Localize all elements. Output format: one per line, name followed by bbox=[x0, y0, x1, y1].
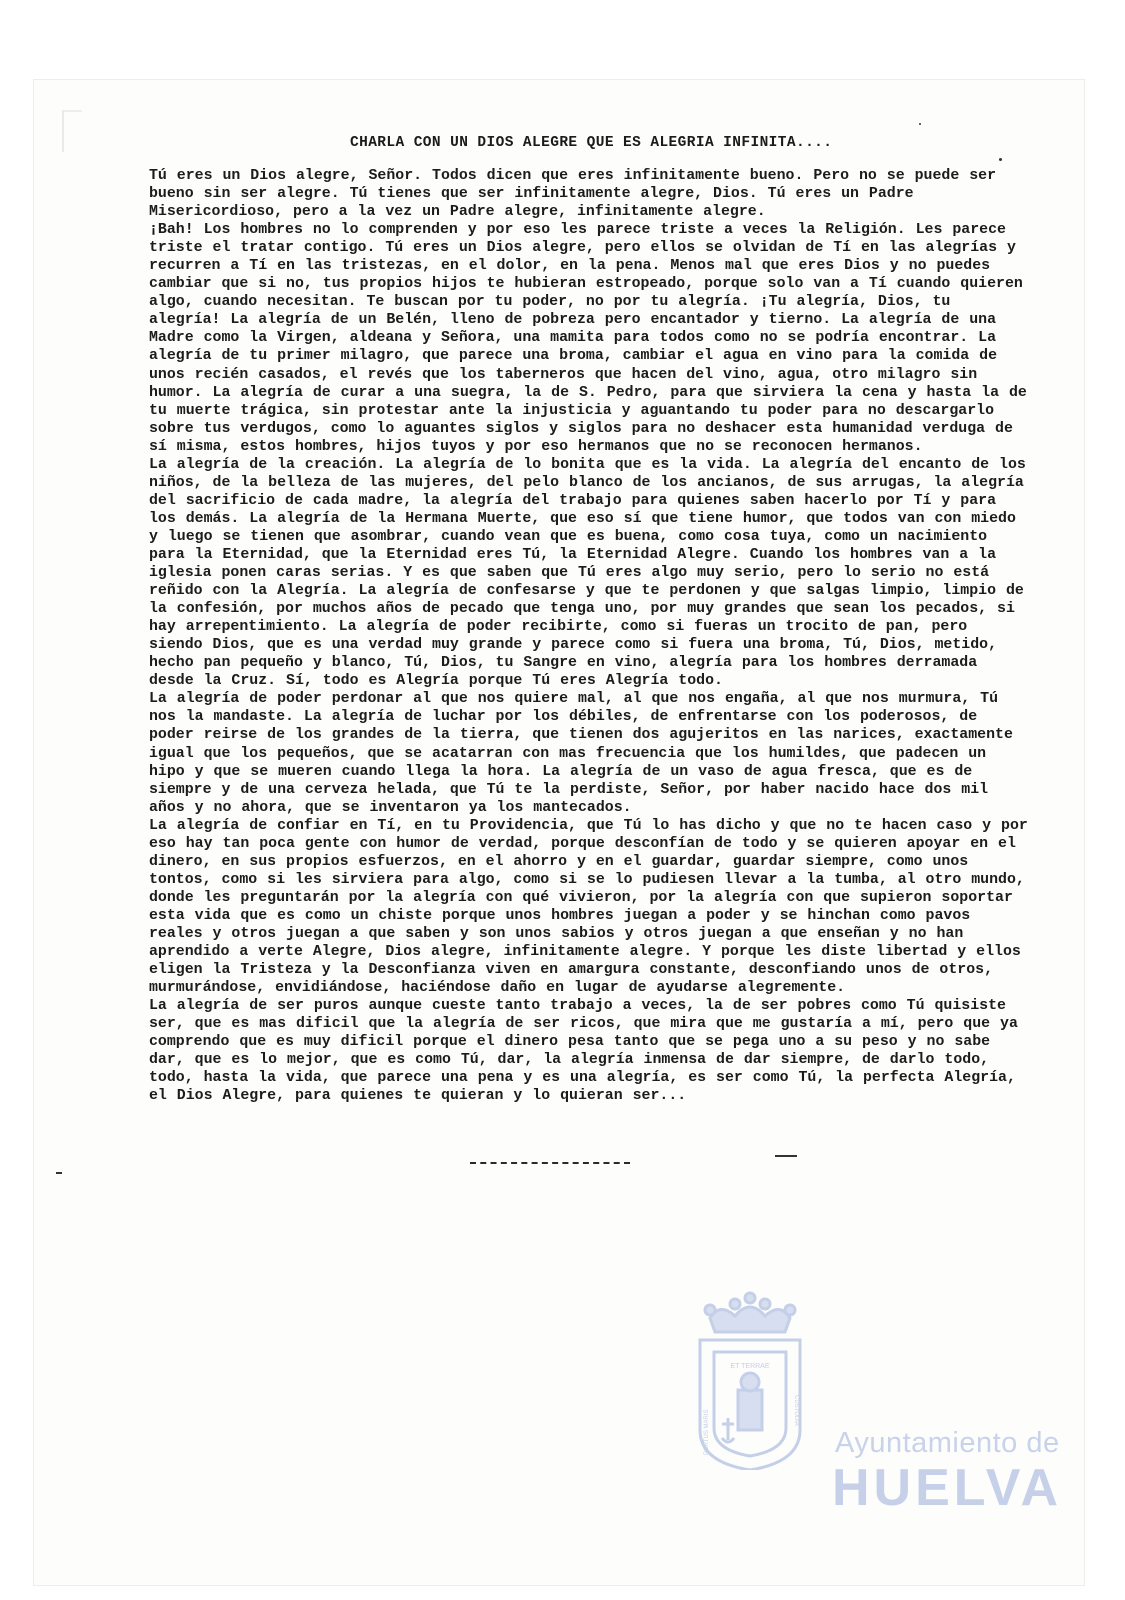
crest-motto: ET TERRAE bbox=[730, 1363, 770, 1370]
paragraph: La alegría de la creación. La alegría de lo bonita que es la vida. La alegría del encanto de los niños, de la belleza de las mujeres, del pelo blanco de los ancianos, de sus arrugas, la alegría del sacrificio de cada madre, la alegría del trabajo para quienes saben hacerlo por Tí y para los demás. La alegría de la Hermana Muerte, que eso sí que tiene humor, que todos van con miedo y luego se tienen que asombrar, cuando vean que es buena, como cosa tuya, como un nacimiento para la Eternidad, que la Eternidad eres Tú, la Eternidad Alegre. Cuando los hombres van a la iglesia ponen caras serias. Y es que saben que Tú eres algo muy serio, pero lo serio no está reñido con la Alegría. La alegría de confesarse y que te perdonen y que salgas limpio, limpio de la confesión, por muchos años de pecado que tenga uno, por muy grandes que sean los pecados, si hay arrepentimiento. La alegría de poder recibirte, como si fueras un trocito de pan, pero siendo Dios, que es una verdad muy grande y parece como si fuera una broma, Tú, Dios, metido, hecho pan pequeño y blanco, Tú, Dios, tu Sangre en vino, alegría para los hombres derramada desde la Cruz. Sí, todo es Alegría porque Tú eres Alegría todo. bbox=[149, 456, 1026, 690]
watermark-line-2: HUELVA bbox=[832, 1459, 1063, 1517]
ink-speck bbox=[56, 1172, 62, 1174]
document-body bbox=[149, 167, 1029, 1105]
paragraph: ¡Bah! Los hombres no lo comprenden y por eso les parece triste a veces la Religión. Les parece triste el tratar contigo. Tú eres un Dios alegre, pero ellos se olvidan de Tí en las alegrías y recurren a Tí en las tristezas, en el dolor, en la pena. Menos mal que eres Dios y no puedes cambiar que si no, tus propios hijos te hubieran estropeado, porque solo van a Tí cuando quieren algo, cuando necesitan. Te buscan por tu poder, no por tu alegría. ¡Tu alegría, Dios, tu alegría! La alegría de un Belén, lleno de pobreza pero encantador y tierno. La alegría de una Madre como la Virgen, aldeana y Señora, una mamita para todos como no se podría encontrar. La alegría de tu primer milagro, que parece una broma, cambiar el agua en vino para la comida de unos recién casados, el revés que los taberneros que hacen del vino, agua, otro milagro sin humor. La alegría de curar a una suegra, la de S. Pedro, para que sirviera la cena y hasta la de tu muerte trágica, sin protestar ante la injusticia y aguantando tu poder para no descargarlo sobre tus verdugos, como lo aguantes siglos y siglos para no deshacer esta humanidad verduga de sí misma, estos hombres, hijos tuyos y por eso hermanos que no se reconocen hermanos. bbox=[149, 222, 1027, 455]
ink-speck bbox=[999, 158, 1002, 161]
ink-speck bbox=[919, 123, 921, 125]
paragraph: La alegría de poder perdonar al que nos quiere mal, al que nos engaña, al que nos murmura, Tú nos la mandaste. La alegría de luchar por los débiles, de enfrentarse con los poderosos, de poder reirse de los grandes de la tierra, que tienen dos agujeritos en las narices, exactamente igual que los pequeños, que se acatarran con mas frecuencia que los humildes, que padecen un hipo y que se mueren cuando llega la hora. La alegría de un vaso de agua fresca, que es de siempre y de una cerveza helada, que Tú te la perdiste, Señor, por haber nacido hace dos mil años y no ahora, que se inventaron ya los mantecados. bbox=[149, 691, 1013, 816]
document-title: CHARLA CON UN DIOS ALEGRE QUE ES ALEGRIA INFINITA.... bbox=[350, 135, 833, 151]
closing-divider bbox=[470, 1162, 630, 1164]
watermark-line-1: Ayuntamiento de bbox=[835, 1427, 1060, 1459]
paragraph: La alegría de confiar en Tí, en tu Providencia, que Tú lo has dicho y que no te hacen caso y por eso hay tan poca gente con humor de verdad, porque desconfían de todo y se quieren apoyar en el dinero, en sus propios esfuerzos, en el ahorro y en el guardar, guardar siempre, como unos tontos, como si les sirviera para algo, como si se lo pudiesen llevar a la tumba, al otro mundo, donde les preguntarán por la alegría con qué vivieron, por la alegría con que supieron soportar esta vida que es como un chiste porque unos hombres juegan a poder y se hinchan como pavos reales y otros juegan a que saben y son unos sabios y otros juegan a que enseñan y no han aprendido a verte Alegre, Dios alegre, infinitamente alegre. Y porque les diste libertad y ellos eligen la Tristeza y la Desconfianza viven en amargura constante, desconfiando unos de otros, murmurándose, envidiándose, haciéndose daño en lugar de ayudarse alegremente. bbox=[149, 817, 1028, 997]
paragraph: Tú eres un Dios alegre, Señor. Todos dicen que eres infinitamente bueno. Pero no se puede ser bueno sin ser alegre. Tú tienes que ser infinitamente alegre, Dios. Tú eres un Padre Misericordioso, pero a la vez un Padre alegre, infinitamente alegre. bbox=[149, 168, 997, 221]
paper-mark bbox=[62, 110, 82, 152]
crest-side-right: CUSTODIA bbox=[793, 1395, 799, 1426]
paragraph: La alegría de ser puros aunque cueste tanto trabajo a veces, la de ser pobres como Tú quisiste ser, que es mas dificil que la alegría de ser ricos, que mira que me gustaría a mí, pero que ya comprendo que es muy dificil porque el dinero pesa tanto que se pega uno a su peso y no sabe dar, que es lo mejor, que es como Tú, dar, la alegría inmensa de dar siempre, de darlo todo, todo, hasta la vida, que parece una pena y es una alegría, es ser como Tú, la perfecta Alegría, el Dios Alegre, para quienes te quieran y lo quieran ser... bbox=[149, 998, 1018, 1105]
pen-mark bbox=[775, 1155, 797, 1157]
crest-side-left: PORTUS MARIS bbox=[704, 1409, 710, 1455]
